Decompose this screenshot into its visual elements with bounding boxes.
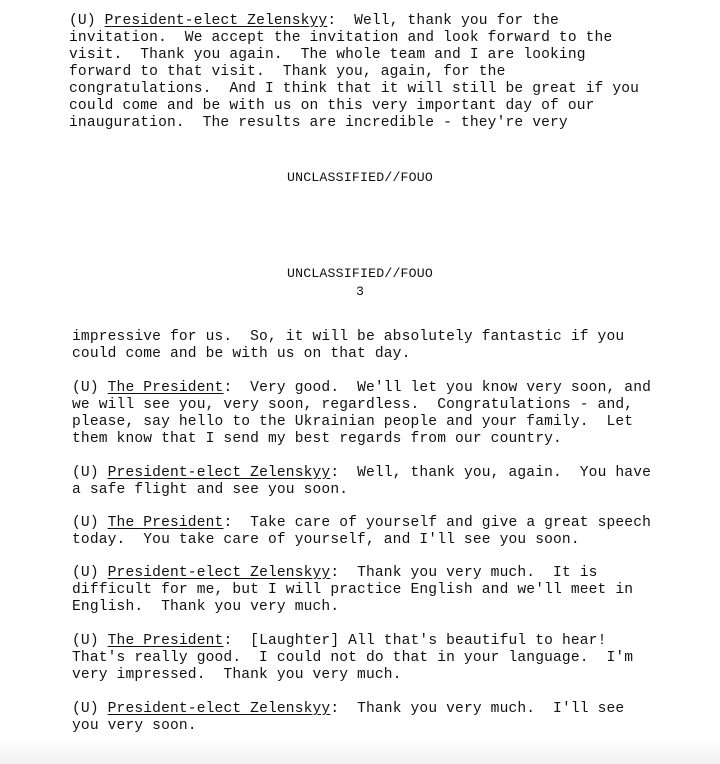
paragraph-line: a safe flight and see you soon. bbox=[72, 482, 349, 498]
paragraph-first-line bbox=[72, 633, 606, 650]
header-classification-marking: UNCLASSIFIED//FOUO bbox=[286, 266, 434, 281]
paragraph-line: English. Thank you very much. bbox=[72, 599, 340, 615]
paragraph-line: That's really good. I could not do that in your language. I'm bbox=[72, 650, 634, 666]
paragraph-first-line bbox=[72, 380, 651, 397]
speaker-name: President-elect Zelenskyy bbox=[107, 465, 331, 481]
paragraph-line: we will see you, very soon, regardless. Congratulations - and, bbox=[72, 397, 634, 413]
paragraph-line: congratulations. And I think that it will still be great if you bbox=[69, 81, 640, 97]
paragraph-line: invitation. We accept the invitation and look forward to the bbox=[69, 30, 613, 46]
footer-classification-marking: UNCLASSIFIED//FOUO bbox=[286, 170, 434, 185]
classification-tag: (U) bbox=[72, 633, 108, 649]
paragraph-first-line bbox=[72, 701, 624, 718]
continuation-line: could come and be with us on that day. bbox=[72, 346, 411, 362]
classification-tag: (U) bbox=[72, 565, 108, 581]
classification-tag: (U) bbox=[72, 701, 108, 717]
speaker-name: The President bbox=[107, 633, 224, 649]
speaker-name: President-elect Zelenskyy bbox=[107, 701, 331, 717]
classification-tag: (U) bbox=[69, 13, 105, 29]
paragraph-line: visit. Thank you again. The whole team and I are looking bbox=[69, 47, 586, 63]
paragraph-text: : Take care of yourself and give a great speech bbox=[223, 515, 652, 531]
classification-tag: (U) bbox=[72, 465, 108, 481]
paragraph-line: you very soon. bbox=[72, 718, 197, 734]
page-number: 3 bbox=[355, 284, 365, 299]
paragraph-text: : Thank you very much. I'll see bbox=[330, 701, 625, 717]
paragraph-text: : [Laughter] All that's beautiful to hear! bbox=[223, 633, 607, 649]
paragraph-text: : Well, thank you for the bbox=[327, 13, 559, 29]
paragraph-text: : Thank you very much. It is bbox=[330, 565, 598, 581]
paragraph-line: very impressed. Thank you very much. bbox=[72, 667, 402, 683]
paragraph-line: forward to that visit. Thank you, again, for the bbox=[69, 64, 506, 80]
paragraph-line: please, say hello to the Ukrainian people and your family. Let bbox=[72, 414, 634, 430]
paragraph-line: could come and be with us on this very important day of our bbox=[69, 98, 595, 114]
paragraph-line: today. You take care of yourself, and I'll see you soon. bbox=[72, 532, 580, 548]
continuation-line: impressive for us. So, it will be absolutely fantastic if you bbox=[72, 329, 625, 345]
page-bottom-shade bbox=[0, 738, 720, 764]
paragraph-first-line bbox=[72, 515, 651, 532]
speaker-name: President-elect Zelenskyy bbox=[107, 565, 331, 581]
classification-tag: (U) bbox=[72, 380, 108, 396]
speaker-name: President-elect Zelenskyy bbox=[104, 13, 328, 29]
classification-tag: (U) bbox=[72, 515, 108, 531]
paragraph-first-line bbox=[72, 465, 651, 482]
speaker-name: The President bbox=[107, 380, 224, 396]
paragraph-line: inauguration. The results are incredible - they're very bbox=[69, 115, 568, 131]
paragraph-first-line bbox=[69, 13, 559, 30]
paragraph-line: difficult for me, but I will practice English and we'll meet in bbox=[72, 582, 634, 598]
speaker-name: The President bbox=[107, 515, 224, 531]
paragraph-line: them know that I send my best regards from our country. bbox=[72, 431, 562, 447]
paragraph-first-line bbox=[72, 565, 598, 582]
paragraph-text: : Well, thank you, again. You have bbox=[330, 465, 652, 481]
paragraph-text: : Very good. We'll let you know very soon, and bbox=[223, 380, 652, 396]
